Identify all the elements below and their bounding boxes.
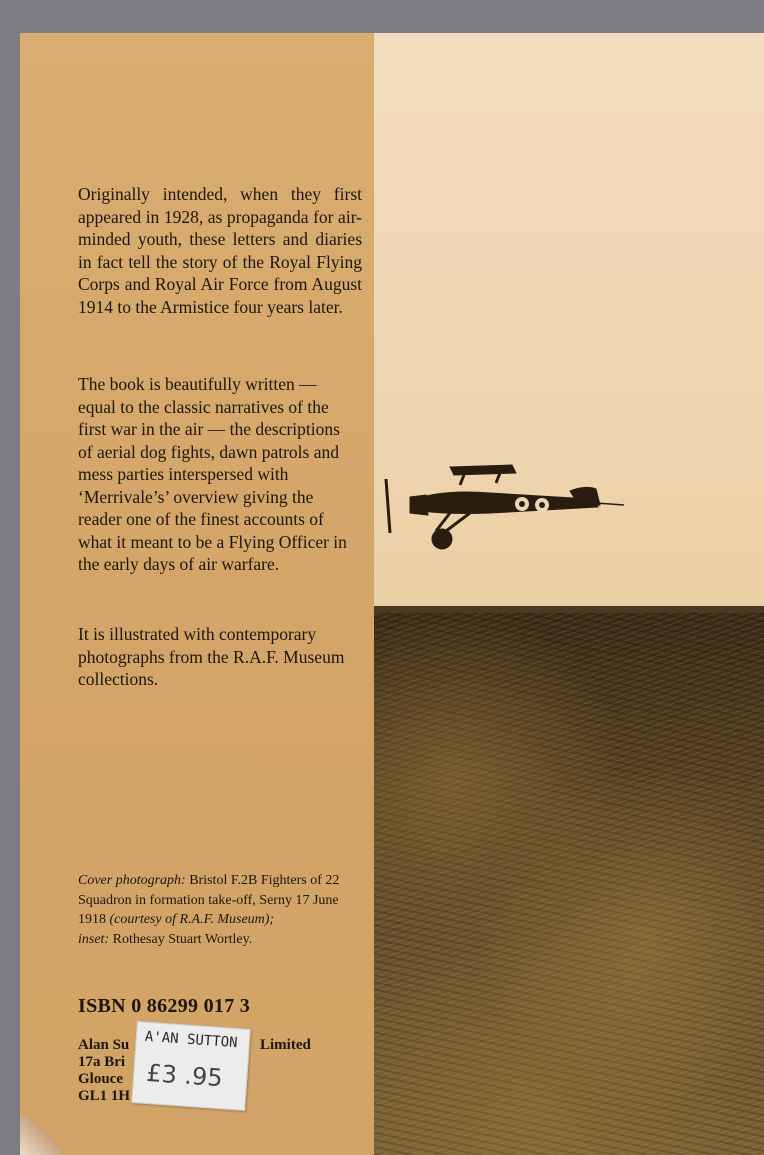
blurb-text-3: It is illustrated with contemporary photographs from the R.A.F. Museum collections. xyxy=(78,624,345,689)
cover-photo-credit xyxy=(78,871,370,949)
credit-courtesy: (courtesy of R.A.F. Museum); xyxy=(109,912,275,927)
publisher-line-3: Glouce xyxy=(78,1071,123,1087)
text-panel xyxy=(20,33,376,1155)
inset-label: inset: xyxy=(78,931,110,947)
book-back-cover xyxy=(20,33,764,1155)
publisher-line-4: GL1 1H xyxy=(78,1088,131,1104)
blurb-paragraph-2 xyxy=(78,373,358,576)
publisher-line-2: 17a Bri xyxy=(78,1054,126,1070)
sticker-price: £3 .95 xyxy=(145,1058,224,1093)
cover-photograph xyxy=(374,33,764,1155)
inset-text: Rothesay Stuart Wortley. xyxy=(112,931,253,947)
credit-label: Cover photograph: xyxy=(78,873,186,888)
airfield xyxy=(374,613,764,1155)
blurb-text-2: The book is beautifully written — equal to the classic narratives of the first war in the air — the descriptions of aerial dog fights, dawn patrols and mess parties interspersed with ‘Merrivale’s’ overview giving the reader one of the finest accounts of what it meant to be a Flying Officer in the early days of air warfare. xyxy=(78,374,347,574)
publisher-limited: Limited xyxy=(260,1037,311,1053)
biplane-silhouette xyxy=(380,461,630,561)
publisher-name-part: Alan Su xyxy=(78,1037,130,1053)
isbn: ISBN 0 86299 017 3 xyxy=(78,995,251,1017)
sticker-seller: A'AN SUTTON xyxy=(144,1028,238,1052)
blurb-text-1: Originally intended, when they first appeared in 1928, as propaganda for air-minded youth, these letters and diaries in fact tell the story of the Royal Flying Corps and Royal Air Force from August 1914 to the Armistice four years later. xyxy=(78,184,362,317)
price-sticker xyxy=(131,1021,250,1111)
blurb-paragraph-1 xyxy=(78,183,362,318)
credit-text: Bristol F.2B Fighters of 22 Squadron in formation take-off, Serny 17 June 1918 xyxy=(78,873,340,927)
blurb-paragraph-3 xyxy=(78,623,358,691)
